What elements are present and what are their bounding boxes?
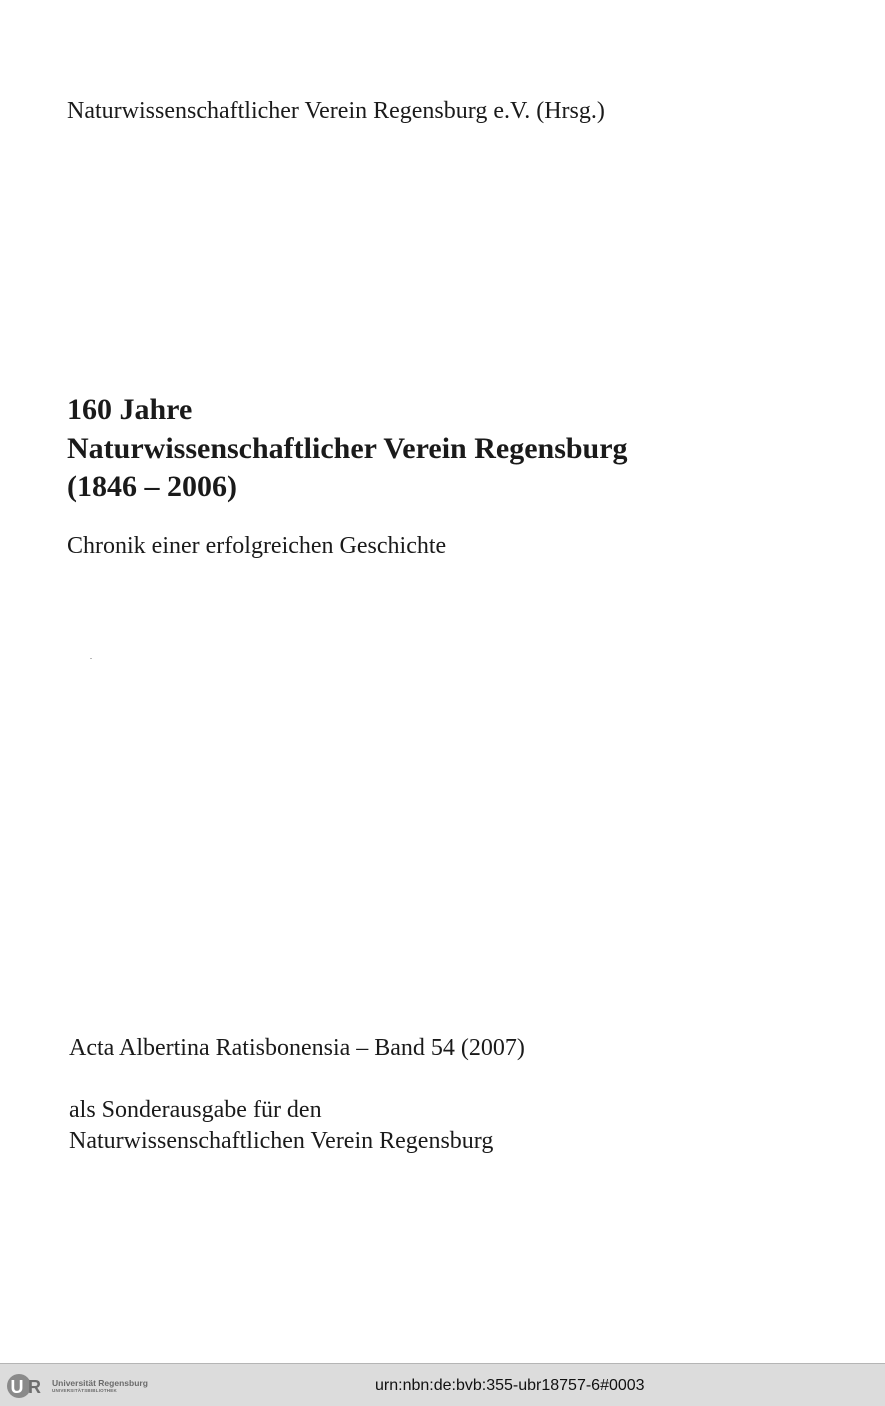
title-line-1: 160 Jahre: [67, 393, 193, 426]
logo-subtitle: UNIVERSITÄTSBIBLIOTHEK: [52, 1388, 117, 1393]
book-subtitle: Chronik einer erfolgreichen Geschichte: [67, 533, 447, 559]
svg-text:R: R: [28, 1377, 41, 1397]
logo-name: Universität Regensburg: [52, 1378, 148, 1388]
special-edition-line-2: Naturwissenschaftlichen Verein Regensburg: [69, 1128, 494, 1154]
special-edition-line-1: als Sonderausgabe für den: [69, 1097, 322, 1123]
university-logo: [6, 1370, 148, 1402]
ur-logo-icon: [6, 1370, 50, 1402]
special-edition-note: [69, 1095, 493, 1157]
digitization-footer: [0, 1363, 885, 1406]
editor-line: Naturwissenschaftlicher Verein Regensburg e.V. (Hrsg.): [67, 98, 605, 124]
book-title: [67, 391, 628, 507]
scan-speck: [90, 658, 92, 659]
title-line-3: (1846 – 2006): [67, 470, 237, 503]
title-line-2: Naturwissenschaftlicher Verein Regensburg: [67, 431, 628, 465]
svg-text:U: U: [10, 1377, 24, 1397]
urn-identifier: urn:nbn:de:bvb:355-ubr18757-6#0003: [375, 1377, 645, 1394]
series-line: Acta Albertina Ratisbonensia – Band 54 (2007): [69, 1035, 525, 1061]
